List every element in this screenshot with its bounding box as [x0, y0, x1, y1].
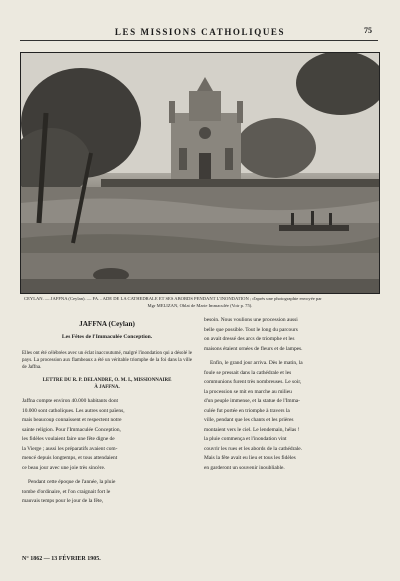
- left-column: [22, 318, 192, 507]
- text-line: 10.000 sont catholiques. Les autres sont païens,: [22, 407, 125, 414]
- article-subtitle: Les Fêtes de l'Immaculée Conception.: [61, 334, 153, 340]
- caption-line: CEYLAN. — JAFFNA (Ceylan). — FA…ADE DE LA CATHEDRALE ET SES ABORDS PENDANT L'INONDATION ; d'après une photographie envoyée par: [24, 296, 322, 301]
- text-line: Mais la fête avait eu lieu et tous les fidèles: [204, 455, 296, 461]
- text-line: Enfin, le grand jour arriva. Dès le matin, la: [210, 360, 303, 366]
- issue-footer: N° 1862 — 13 FÉVRIER 1905.: [22, 556, 101, 562]
- text-line: ville, pendant que les chants et les prières: [204, 417, 294, 423]
- text-line: d'un peuple immense, et la statue de l'Imma-: [204, 398, 300, 404]
- text-line: tombe d'ordinaire, et l'on craignait fort le: [22, 488, 111, 495]
- text-line: culée fut portée en triomphe à travers la: [204, 407, 290, 414]
- article-title: JAFFNA (Ceylan): [79, 320, 135, 328]
- text-line: montaient vers le ciel. Le lendemain, hélas !: [204, 426, 300, 433]
- text-line: la Vierge ; aussi les préparatifs avaient com-: [22, 445, 118, 452]
- page-number: 75: [364, 26, 372, 35]
- text-line: la pluie commença et l'inondation vint: [204, 436, 287, 442]
- text-line: belle que possible. Tout le long du parcours: [204, 326, 298, 333]
- text-line: besoin. Nous voulions une procession aussi: [204, 317, 298, 323]
- text-line: on avait dressé des arcs de triomphe et les: [204, 336, 295, 342]
- cathedral-flood-photo: [20, 52, 380, 294]
- text-line: mais beaucoup connaissent et respectent notre: [22, 417, 122, 423]
- article-lead: Elles ont été célébrées avec un éclat inaccoutumé, malgré l'inondation qui a désolé le pays. La procession aux flambeaux a été un véritable triomphe de la foi dans la ville de Jaffna.: [22, 351, 192, 370]
- photo-illustration: [21, 53, 379, 293]
- header-rule: [20, 40, 378, 41]
- text-line: Pendant cette époque de l'année, la pluie: [28, 479, 116, 485]
- text-line: mauvais temps pour le jour de la fête,: [22, 498, 104, 504]
- text-line: Jaffna compte environ 40.000 habitants dont: [22, 398, 119, 404]
- text-line: foule se pressait dans la cathédrale et les: [204, 369, 292, 376]
- right-column: [204, 316, 374, 473]
- journal-title: LES MISSIONS CATHOLIQUES: [114, 27, 286, 37]
- left-body-text: [22, 397, 192, 507]
- text-line: les fidèles voulaient faire une fête digne de: [22, 436, 115, 442]
- text-line: communions furent très nombreuses. Le soir,: [204, 379, 302, 385]
- letter-heading-line: À JAFFNA.: [94, 385, 120, 390]
- text-line: la procession se mit en marche au milieu: [204, 388, 292, 395]
- text-line: sainte religion. Pour l'Immaculée Conception,: [22, 426, 121, 433]
- text-line: en garderont un souvenir inoubliable.: [204, 464, 285, 471]
- text-line: mencé depuis longtemps, et tous attendaient: [22, 455, 118, 461]
- text-line: maisons étaient ornées de fleurs et de lampes.: [204, 345, 303, 352]
- letter-heading-line: LETTRE DU R. P. DELANDRE, O. M. I., MISSIONNAIRE: [42, 378, 172, 383]
- text-line: ce beau jour avec une joie très sincère.: [22, 464, 106, 471]
- letter-heading: [22, 377, 192, 391]
- photo-caption: [24, 296, 376, 309]
- caption-line: Mgr MELIZAN, Oblat de Marie Immaculée (Voir p. 75).: [147, 302, 253, 308]
- text-line: couvrir les rues et les abords de la cathédrale.: [204, 445, 303, 452]
- right-body-text: [204, 316, 374, 473]
